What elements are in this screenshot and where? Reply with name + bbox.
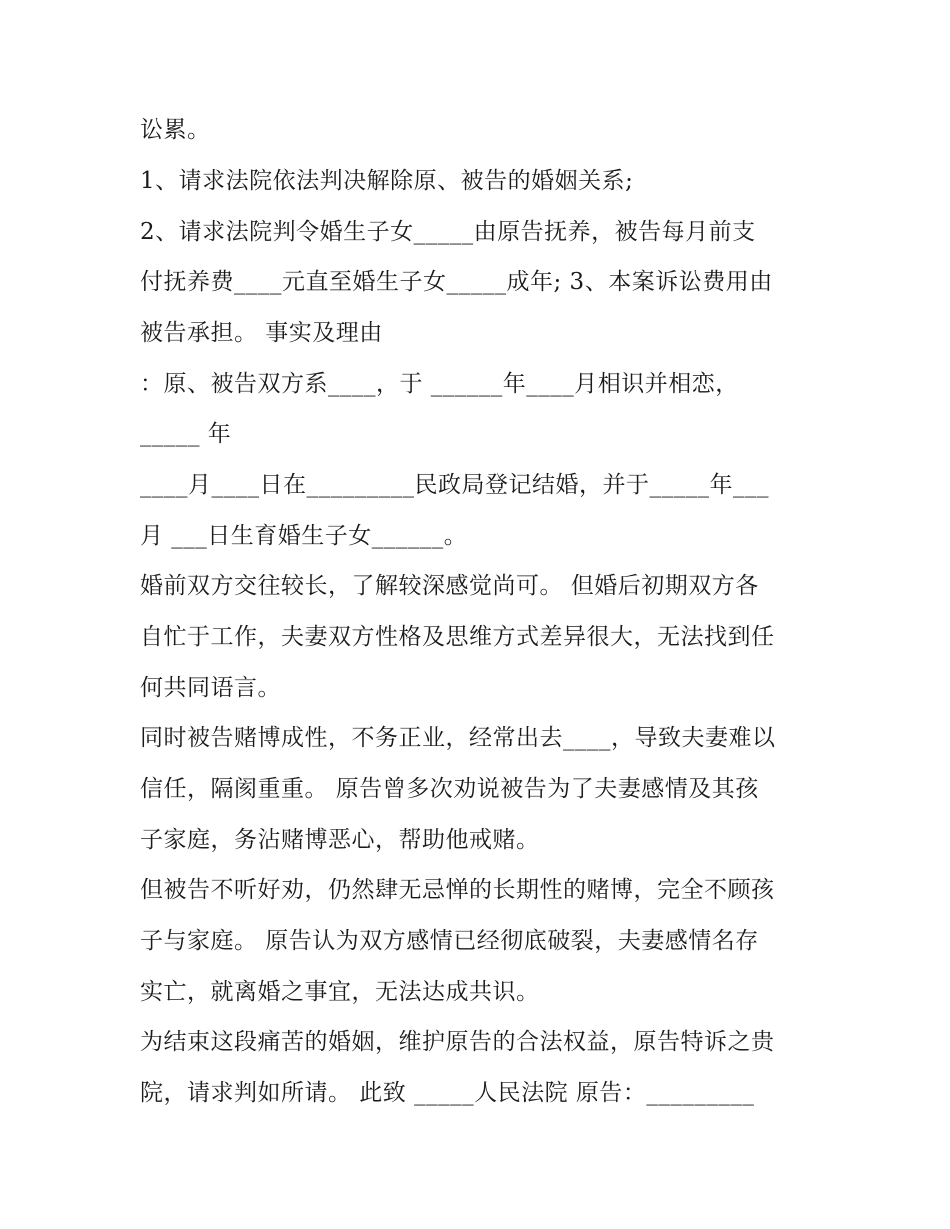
text-line-17: 子与家庭。 原告认为双方感情已经彻底破裂，夫妻感情名存 [140,928,759,954]
text-line-5: 被告承担。 事实及理由 [140,320,383,346]
text-line-11: 自忙于工作，夫妻双方性格及思维方式差异很大，无法找到任 [140,624,775,650]
text-line-6: ：原、被告双方系____，于 ______年____月相识并相恋， [140,371,739,397]
text-line-13: 同时被告赌博成性，不务正业，经常出去____，导致夫妻难以 [140,725,776,751]
text-line-4: 付抚养费____元直至婚生子女_____成年; 3、本案诉讼费用由 [140,269,773,295]
text-line-1: 讼累。 [140,117,211,143]
text-line-18: 实亡，就离婚之事宜，无法达成共识。 [140,979,540,1005]
text-line-19: 为结束这段痛苦的婚姻，维护原告的合法权益，原告特诉之贵 [140,1029,775,1055]
text-line-8: ____月____日在_________民政局登记结婚，并于_____年___ [140,472,769,498]
text-line-12: 何共同语言。 [140,675,281,701]
text-line-2: 1、请求法院依法判决解除原、被告的婚姻关系; [140,168,634,194]
text-line-14: 信任，隔阂重重。 原告曾多次劝说被告为了夫妻感情及其孩 [140,776,759,802]
text-line-10: 婚前双方交往较长，了解较深感觉尚可。 但婚后初期双方各 [140,573,759,599]
text-line-20: 院，请求判如所请。 此致 _____人民法院 原告：_________ [140,1080,755,1106]
text-line-3: 2、请求法院判令婚生子女_____由原告抚养，被告每月前支 [140,219,756,245]
text-line-7: _____ 年 [140,421,232,447]
text-line-15: 子家庭，务沾赌博恶心，帮助他戒赌。 [140,827,540,853]
text-line-16: 但被告不听好劝，仍然肆无忌惮的长期性的赌博，完全不顾孩 [140,877,775,903]
text-line-9: 月 ___日生育婚生子女______。 [140,523,468,549]
